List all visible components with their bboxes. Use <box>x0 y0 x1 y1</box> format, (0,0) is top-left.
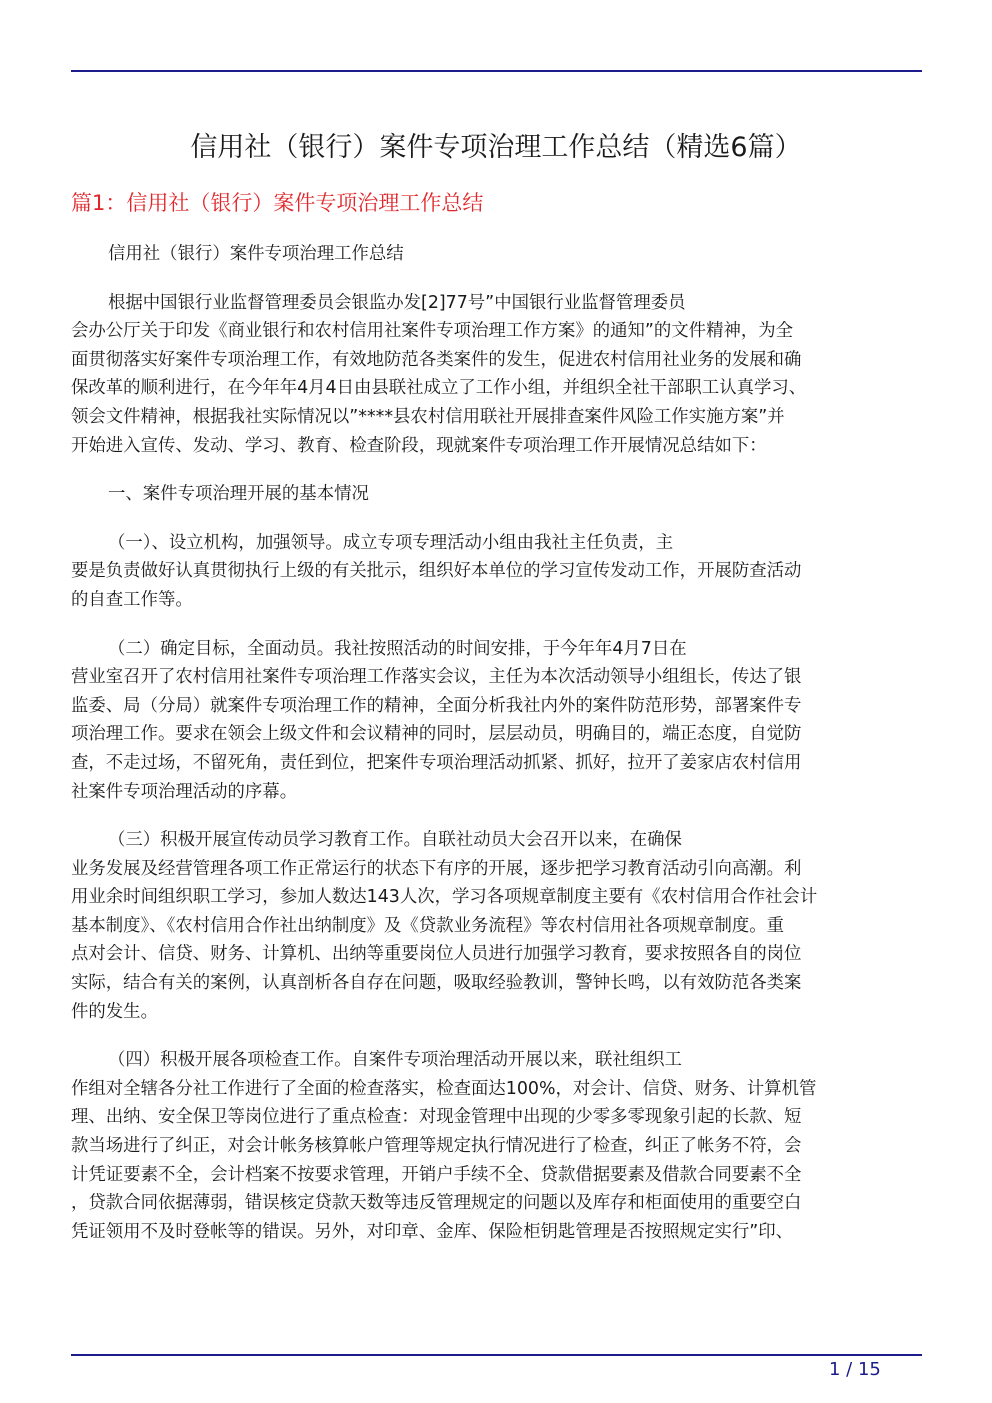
text-line: 作组对全辖各分社工作进行了全面的检查落实，检查面达100%，对会计、信贷、财务、计算机管 <box>71 1078 817 1099</box>
text-line: 理、出纳、安全保卫等岗位进行了重点检查：对现金管理中出现的少零多零现象引起的长款、短 <box>71 1107 802 1128</box>
paragraph <box>71 635 922 807</box>
text-line: （三）积极开展宣传动员学习教育工作。自联社动员大会召开以来，在确保 <box>108 830 682 851</box>
text-line: 件的发生。 <box>71 1001 158 1022</box>
text-line: 要是负责做好认真贯彻执行上级的有关批示，组织好本单位的学习宣传发动工作，开展防查活动 <box>71 561 802 582</box>
text-line: 凭证领用不及时登帐等的错误。另外，对印章、金库、保险柜钥匙管理是否按照规定实行”印、 <box>71 1221 794 1242</box>
text-line: 计凭证要素不全，会计档案不按要求管理，开销户手续不全、贷款借据要素及借款合同要素不全 <box>71 1164 802 1185</box>
text-line: 面贯彻落实好案件专项治理工作，有效地防范各类案件的发生，促进农村信用社业务的发展和确 <box>71 349 802 370</box>
text-line: 的自查工作等。 <box>71 589 193 610</box>
paragraph <box>71 826 922 1026</box>
text-line: （四）积极开展各项检查工作。自案件专项治理活动开展以来，联社组织工 <box>108 1050 682 1071</box>
text-line: 领会文件精神，根据我社实际情况以”****县农村信用联社开展排查案件风险工作实施方案”并 <box>71 406 785 427</box>
text-line: 点对会计、信贷、财务、计算机、出纳等重要岗位人员进行加强学习教育，要求按照各自的岗位 <box>71 944 802 965</box>
text-line: 查，不走过场，不留死角，责任到位，把案件专项治理活动抓紧、抓好，拉开了姜家店农村信用 <box>71 752 802 773</box>
text-line: 监委、局（分局）就案件专项治理工作的精神，全面分析我社内外的案件防范形势，部署案件专 <box>71 695 802 716</box>
text-line: （一）、设立机构，加强领导。成立专项专理活动小组由我社主任负责，主 <box>108 532 674 553</box>
text-line: 会办公厅关于印发《商业银行和农村信用社案件专项治理工作方案》的通知”的文件精神，为全 <box>71 321 794 342</box>
text-line: 根据中国银行业监督管理委员会银监办发[2]77号”中国银行业监督管理委员 <box>108 292 686 313</box>
paragraph <box>71 529 922 615</box>
text-line: 开始进入宣传、发动、学习、教育、检查阶段，现就案件专项治理工作开展情况总结如下： <box>71 435 767 456</box>
document-title: 信用社（银行）案件专项治理工作总结（精选6篇） <box>190 132 802 163</box>
text-line: 款当场进行了纠正，对会计帐务核算帐户管理等规定执行情况进行了检查，纠正了帐务不符，会 <box>71 1136 802 1157</box>
paragraph <box>71 240 922 269</box>
text-line: 信用社（银行）案件专项治理工作总结 <box>108 244 404 264</box>
text-line: 社案件专项治理活动的序幕。 <box>71 781 298 802</box>
text-line: ，贷款合同依据薄弱，错误核定贷款天数等违反管理规定的问题以及库存和柜面使用的重要空白 <box>71 1193 802 1214</box>
text-line: 项治理工作。要求在领会上级文件和会议精神的同时，层层动员，明确目的，端正态度，自觉防 <box>71 724 802 745</box>
text-line: 营业室召开了农村信用社案件专项治理工作落实会议，主任为本次活动领导小组组长，传达了银 <box>71 667 802 688</box>
document-body <box>71 240 922 1266</box>
section-title: 篇1：信用社（银行）案件专项治理工作总结 <box>71 191 484 215</box>
text-line: （二）确定目标，全面动员。我社按照活动的时间安排，于今年年4月7日在 <box>108 638 687 659</box>
text-line: 用业余时间组织职工学习，参加人数达143人次，学习各项规章制度主要有《农村信用合作社会计 <box>71 887 818 908</box>
page-number: 1 / 15 <box>829 1359 881 1380</box>
header-rule <box>71 70 922 72</box>
paragraph <box>71 480 922 509</box>
paragraph <box>71 289 922 461</box>
paragraph <box>71 1046 922 1246</box>
text-line: 实际，结合有关的案例，认真剖析各自存在问题，吸取经验教训，警钟长鸣，以有效防范各类案 <box>71 973 802 994</box>
text-line: 基本制度》、《农村信用合作社出纳制度》及《贷款业务流程》等农村信用社各项规章制度。重 <box>71 915 785 936</box>
text-line: 保改革的顺利进行，在今年年4月4日由县联社成立了工作小组，并组织全社干部职工认真学习、 <box>71 378 807 399</box>
footer-rule <box>71 1354 922 1356</box>
text-line: 业务发展及经营管理各项工作正常运行的状态下有序的开展，逐步把学习教育活动引向高潮。利 <box>71 858 802 879</box>
text-line: 一、案件专项治理开展的基本情况 <box>108 484 369 505</box>
